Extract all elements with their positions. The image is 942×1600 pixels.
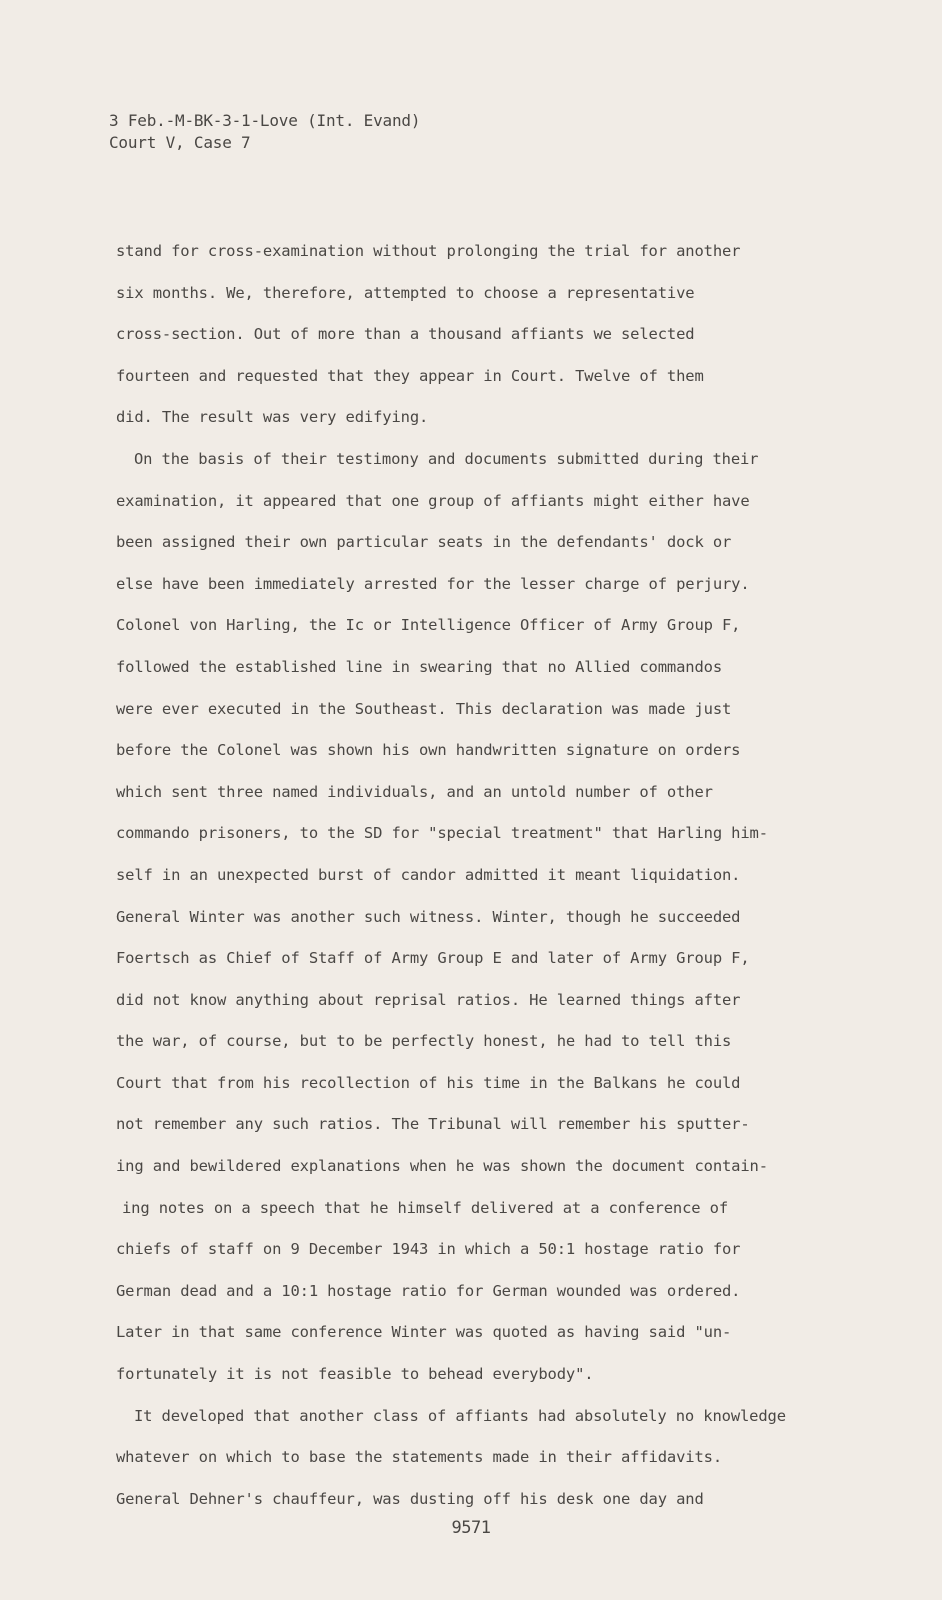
text-line: General Dehner's chauffeur, was dusting off his desk one day and xyxy=(116,1489,704,1508)
header-court-line: Court V, Case 7 xyxy=(109,133,251,152)
text-line: examination, it appeared that one group of affiants might either have xyxy=(116,491,750,510)
text-line: General Winter was another such witness. Winter, though he succeeded xyxy=(116,907,741,926)
text-line: Court that from his recollection of his time in the Balkans he could xyxy=(116,1073,741,1092)
paragraph-start-line: On the basis of their testimony and documents submitted during their xyxy=(134,449,759,468)
text-line: ing and bewildered explanations when he was shown the document contain- xyxy=(116,1157,768,1176)
text-line: fourteen and requested that they appear in Court. Twelve of them xyxy=(116,366,704,385)
text-line: chiefs of staff on 9 December 1943 in which a 50:1 hostage ratio for xyxy=(116,1240,741,1259)
text-line: did not know anything about reprisal ratios. He learned things after xyxy=(116,990,741,1009)
text-line: else have been immediately arrested for the lesser charge of perjury. xyxy=(116,574,750,593)
text-line: ing notes on a speech that he himself delivered at a conference of xyxy=(122,1198,728,1217)
text-line: six months. We, therefore, attempted to choose a representative xyxy=(116,283,695,302)
text-line: followed the established line in swearing that no Allied commandos xyxy=(116,657,722,676)
text-line: which sent three named individuals, and an untold number of other xyxy=(116,782,713,801)
text-line: Colonel von Harling, the Ic or Intelligence Officer of Army Group F, xyxy=(116,616,741,635)
text-line: Later in that same conference Winter was quoted as having said "un- xyxy=(116,1323,732,1342)
text-line: whatever on which to base the statements made in their affidavits. xyxy=(116,1448,722,1467)
text-line: were ever executed in the Southeast. This declaration was made just xyxy=(116,699,732,718)
text-line: before the Colonel was shown his own handwritten signature on orders xyxy=(116,741,741,760)
text-line: did. The result was very edifying. xyxy=(116,408,429,427)
text-line: self in an unexpected burst of candor admitted it meant liquidation. xyxy=(116,865,741,884)
text-line: been assigned their own particular seats in the defendants' dock or xyxy=(116,533,732,552)
text-line: Foertsch as Chief of Staff of Army Group E and later of Army Group F, xyxy=(116,949,750,968)
text-line: cross-section. Out of more than a thousand affiants we selected xyxy=(116,325,695,344)
paragraph-start-line: It developed that another class of affiants had absolutely no knowledge xyxy=(134,1406,786,1425)
header-session-line: 3 Feb.-M-BK-3-1-Love (Int. Evand) xyxy=(109,111,421,130)
document-header xyxy=(109,110,420,154)
text-line: stand for cross-examination without prolonging the trial for another xyxy=(116,242,741,260)
text-line: commando prisoners, to the SD for "special treatment" that Harling him- xyxy=(116,824,768,843)
text-line: German dead and a 10:1 hostage ratio for German wounded was ordered. xyxy=(116,1281,741,1300)
document-body xyxy=(116,231,876,1520)
text-line: fortunately it is not feasible to behead everybody". xyxy=(116,1365,594,1384)
page-number: 9571 xyxy=(451,1518,491,1538)
text-line: not remember any such ratios. The Tribunal will remember his sputter- xyxy=(116,1115,750,1134)
text-line: the war, of course, but to be perfectly honest, he had to tell this xyxy=(116,1032,732,1051)
